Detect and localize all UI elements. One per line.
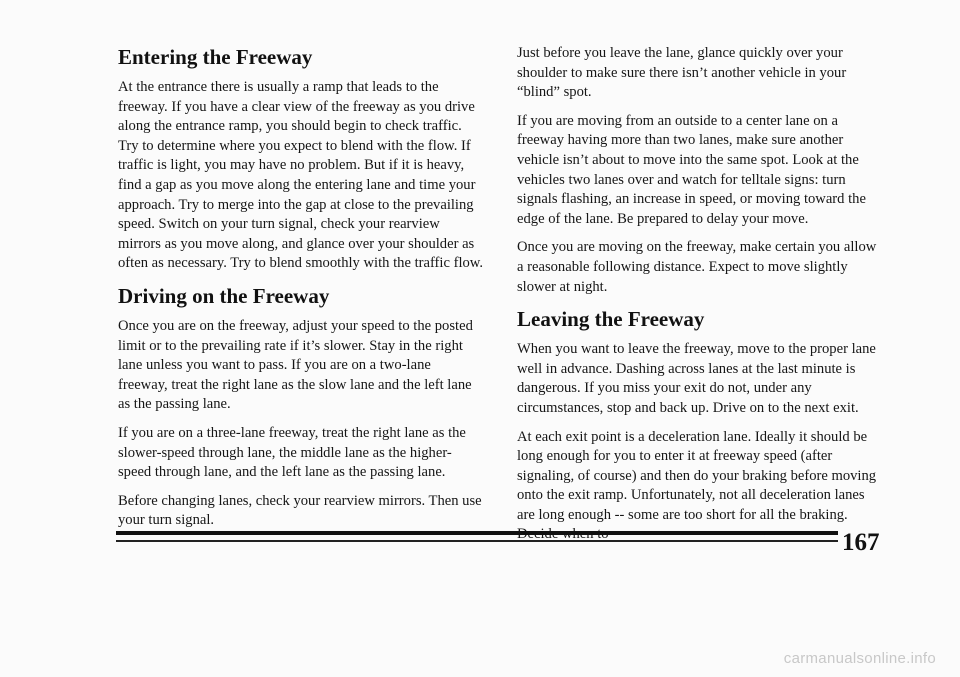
paragraph-driving-1: Once you are on the freeway, adjust your speed to the posted limit or to the prevailing rate if it’s slower. Stay in the right lane unless you want to pass. If you are on a two-lane freeway, treat the right lane as the slow lane and the left lane as the passing lane.	[118, 317, 473, 413]
footer-rule-thick	[116, 531, 838, 535]
page-number: 167	[842, 529, 880, 556]
paragraph-following-distance: Once you are moving on the freeway, make certain you allow a reasonable following distance. Expect to move slightly slower at night.	[517, 239, 877, 295]
paragraph-entering-1: At the entrance there is usually a ramp that leads to the freeway. If you have a clear view of the freeway as you drive along the entrance ramp, you should begin to check traffic. Try to determine where you expect to blend with the flow. If traffic is light, you may have no problem. But if it is heavy, find a gap as you move along the entering lane and time your approach. Try to merge into the gap at close to the prevailing speed. Switch on your turn signal, check your rearview mirrors as you move along, and glance over your shoulder as often as necessary. Try to blend smoothly with the traffic flow.	[118, 79, 484, 272]
paragraph-driving-3: Before changing lanes, check your rearview mirrors. Then use your turn signal.	[118, 492, 482, 529]
paragraph-driving-2: If you are on a three-lane freeway, treat the right lane as the slower-speed through lane, the middle lane as the higher-speed through lane, and the left lane as the passing lane.	[118, 424, 466, 481]
watermark-text: carmanualsonline.info	[783, 650, 936, 667]
heading-leaving-freeway: Leaving the Freeway	[517, 307, 705, 332]
paragraph-blind-spot: Just before you leave the lane, glance quickly over your shoulder to make sure there isn’t another vehicle in your “blind” spot.	[517, 45, 847, 101]
heading-entering-freeway: Entering the Freeway	[118, 45, 313, 69]
left-column	[118, 44, 484, 540]
heading-driving-freeway: Driving on the Freeway	[118, 283, 330, 308]
paragraph-leaving-2: At each exit point is a deceleration lane. Ideally it should be long enough for you to enter it at freeway speed (after signaling, of course) and then do your braking before moving onto the exit ramp. Unfortunately, not all deceleration lanes are long enough -- some are too short for all the braking.	[517, 428, 877, 523]
paragraph-center-lane: If you are moving from an outside to a center lane on a freeway having more than two lanes, make sure another vehicle isn’t about to move into the same spot. Look at the vehicles two lanes over and watch for telltale signs: turn signals flashing, an increase in speed, or moving toward the edge of the lane. Be prepared to delay your move.	[517, 112, 866, 227]
footer-rule-thin	[116, 540, 838, 542]
paragraph-leaving-1: When you want to leave the freeway, move to the proper lane well in advance. Dashing across lanes at the last minute is dangerous. If you miss your exit do not, under any circumstances, stop and back up. Drive on to the next exit.	[517, 341, 876, 416]
right-column	[517, 44, 883, 554]
